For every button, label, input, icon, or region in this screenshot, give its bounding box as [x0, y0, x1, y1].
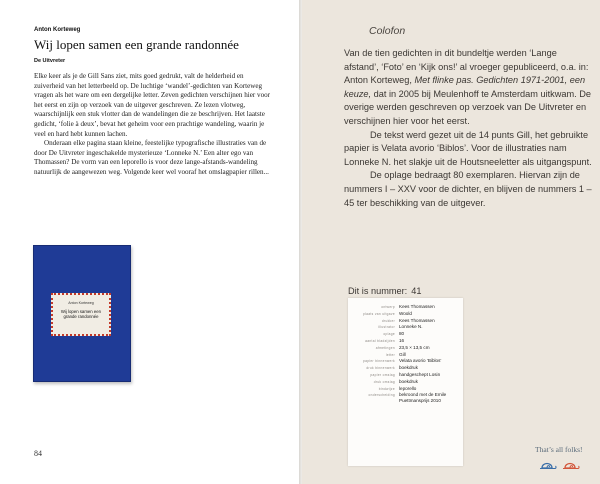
colofon-text	[344, 47, 594, 210]
table-value: Lonneke N.	[399, 324, 423, 330]
page-number: 84	[34, 449, 42, 458]
article-title: Wij lopen samen een grande randonnée	[34, 37, 239, 52]
snail-icon	[563, 464, 579, 469]
snail-icon	[540, 464, 556, 469]
table-key: papier omslag	[370, 372, 395, 377]
table-value: 80	[399, 331, 405, 337]
table-key: oplage	[383, 332, 395, 337]
table-row	[348, 386, 463, 391]
table-row	[348, 392, 463, 402]
table-value: leporello	[399, 385, 417, 391]
table-row	[348, 338, 463, 343]
table-key: letter	[385, 352, 395, 357]
edition-number-line	[344, 286, 421, 296]
article-author: Anton Korteweg	[34, 27, 81, 33]
colofon-paragraph	[344, 47, 594, 129]
table-row	[348, 379, 463, 384]
table-row	[348, 311, 463, 316]
colofon-heading: Colofon	[369, 25, 406, 37]
table-key: aantal bladzijden	[365, 338, 395, 343]
table-key: bindwijze	[378, 386, 395, 391]
table-key: druk binnenwerk	[366, 366, 395, 371]
table-row	[348, 365, 463, 370]
table-value: 16	[399, 337, 405, 343]
table-value: Velata avorio ‘Biblos’	[399, 358, 442, 364]
table-row	[348, 352, 463, 357]
table-value: 23,5 × 13,5 cm	[399, 344, 430, 350]
table-row	[348, 331, 463, 336]
table-row	[348, 304, 463, 309]
table-key: afmetingen	[375, 345, 395, 350]
table-value: Kees Thomassen	[399, 317, 435, 323]
book-cover-photo	[33, 245, 131, 382]
colophon-table	[348, 298, 463, 466]
table-row	[348, 318, 463, 323]
snail-illustration	[538, 457, 584, 471]
book-cover-author: Anton Korteweg	[68, 301, 94, 305]
book-cover-title	[55, 309, 107, 319]
colofon-paragraph: De tekst werd gezet uit de 14 punts Gill, het gebruikte papier is Velata avorio ‘Biblos’. Voor de illustraties nam Lonneke N. het slakje uit de Houtsneeletter als uitgangspunt.	[344, 129, 592, 167]
right-page	[302, 0, 600, 484]
article-publisher: De Uitvreter	[34, 58, 66, 64]
table-row	[348, 358, 463, 363]
article-body	[34, 72, 274, 178]
table-key: papier binnenwerk	[363, 359, 395, 364]
table-key: onderscheiding	[368, 393, 395, 398]
table-key: ontwerp	[381, 305, 395, 309]
table-row	[348, 324, 463, 329]
table-key: illustrator	[378, 325, 395, 330]
colofon-text-segment: dat in 2005 bij Meulenhoff te Amsterdam uitkwam. De overige werden geschreven op verzoek van De Uitvreter en verschijnen hier voor het eerst.	[344, 88, 592, 126]
table-key: drukker	[381, 318, 395, 323]
table-value: Kees Thomassen	[399, 304, 435, 309]
table-value: boekdruk	[399, 365, 418, 371]
colofon-text-segment: Van de tien gedichten in dit bundeltje werden ‘Lange afstand’, ‘Foto’ en ‘Kijk ons!’ al vroeger gepubliceerd, o.a. in: Anton Korteweg,	[344, 48, 589, 86]
table-row	[348, 372, 463, 377]
table-value: boekdruk	[399, 378, 418, 384]
table-value: Woold	[399, 310, 412, 316]
table-key: druk omslag	[373, 379, 395, 384]
body-paragraph: Onderaan elke pagina staan kleine, feestelijke typografische illustraties van de door De Uitvreter ingeschakelde mysterieuze ‘Lonneke N.’ Een alter ego van Thomassen? De vorm van een leporello is voor deze lange-afstands-wandeling natuurlijk de aangewezen weg. Volgende keer wel vooraf het omslagpapier rillen...	[34, 139, 269, 176]
book-cover-title-line: grande randonnée	[63, 314, 99, 320]
footer-text: That’s all folks!	[535, 445, 583, 454]
table-key: plaats van uitgave	[363, 311, 395, 316]
book-cover-title-line: Wij lopen samen een	[60, 309, 102, 314]
body-paragraph: Elke keer als je de Gill Sans ziet, mits goed gedrukt, valt de helderheid en zuiverheid van het letterbeeld op. De luchtige ‘wandel’-gedichten van Korteweg vragen als het ware om een dergelijke letter. Zeven gedichten verschijnen hier voor het eerst en zijn op verzoek van de uitgever geschreven. Ze lezen vlotweg, waarschijnlijk een stuk vlotter dan de wandelingen die ze beschrijven. Het laatste gedicht, ‘folie à deux’, bevat het geheim voor een prachtige wandeling, waarin je veel en hard hebt kunnen lachen.	[34, 72, 271, 138]
edition-number-label: Dit is nummer:	[348, 286, 408, 296]
colofon-paragraph: De oplage bedraagt 80 exemplaren. Hiervan zijn de nummers I – XXV voor de dichter, en blijven de nummers 1 – 45 ter beschikking van de uitgever.	[344, 170, 592, 208]
colofon-book-reference: Met flinke pas. Gedichten 1971-2001, een keuze,	[344, 75, 586, 99]
table-value: handgeschept Losin	[399, 371, 441, 377]
table-value: Gill	[399, 351, 406, 357]
table-row	[348, 345, 463, 350]
edition-number-value: 41	[411, 286, 422, 296]
table-value: bekroond met de Emile Puettmansprijs 2010	[399, 392, 447, 403]
book-cover-label	[51, 293, 111, 336]
